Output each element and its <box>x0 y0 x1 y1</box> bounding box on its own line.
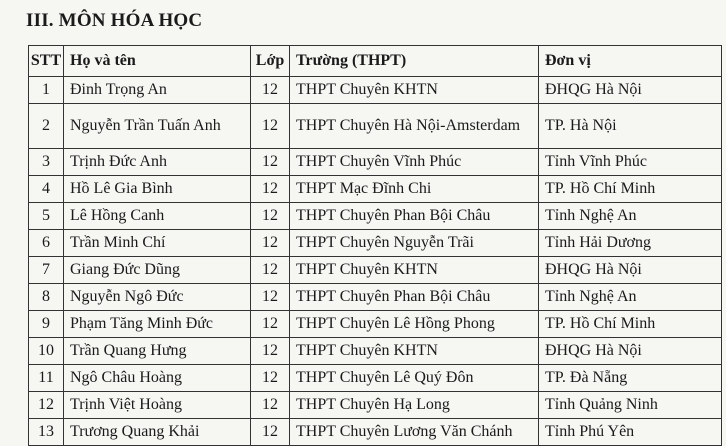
cell-unit: TP. Hà Nội <box>539 104 722 149</box>
cell-name: Lê Hồng Canh <box>64 203 251 230</box>
cell-stt: 6 <box>29 230 64 257</box>
cell-school: THPT Chuyên Phan Bội Châu <box>290 284 539 311</box>
header-class: Lớp <box>251 46 290 77</box>
cell-unit: ĐHQG Hà Nội <box>539 77 722 104</box>
table-row <box>29 149 722 176</box>
cell-unit: TP. Đà Nẵng <box>539 365 722 392</box>
header-unit: Đơn vị <box>539 46 722 77</box>
table-row <box>29 338 722 365</box>
cell-name: Trần Quang Hưng <box>64 338 251 365</box>
cell-school: THPT Chuyên KHTN <box>290 338 539 365</box>
header-name: Họ và tên <box>64 46 251 77</box>
cell-unit: TP. Hồ Chí Minh <box>539 176 722 203</box>
table-row <box>29 257 722 284</box>
cell-unit: Tỉnh Nghệ An <box>539 203 722 230</box>
cell-stt: 5 <box>29 203 64 230</box>
cell-name: Hồ Lê Gia Bình <box>64 176 251 203</box>
cell-stt: 12 <box>29 392 64 419</box>
cell-class: 12 <box>251 104 290 149</box>
table-row <box>29 419 722 446</box>
table-header-row <box>29 46 722 77</box>
cell-class: 12 <box>251 176 290 203</box>
cell-class: 12 <box>251 419 290 446</box>
cell-class: 12 <box>251 311 290 338</box>
table-row <box>29 392 722 419</box>
cell-class: 12 <box>251 149 290 176</box>
cell-school: THPT Chuyên Hạ Long <box>290 392 539 419</box>
cell-stt: 8 <box>29 284 64 311</box>
cell-unit: TP. Hồ Chí Minh <box>539 311 722 338</box>
cell-name: Phạm Tăng Minh Đức <box>64 311 251 338</box>
cell-school: THPT Chuyên Hà Nội-Amsterdam <box>290 104 539 149</box>
results-table <box>28 45 722 446</box>
cell-school: THPT Chuyên Lương Văn Chánh <box>290 419 539 446</box>
table-row <box>29 284 722 311</box>
cell-unit: ĐHQG Hà Nội <box>539 338 722 365</box>
cell-unit: ĐHQG Hà Nội <box>539 257 722 284</box>
cell-unit: Tỉnh Quảng Ninh <box>539 392 722 419</box>
cell-school: THPT Chuyên Lê Quý Đôn <box>290 365 539 392</box>
cell-school: THPT Chuyên Lê Hồng Phong <box>290 311 539 338</box>
cell-unit: Tỉnh Nghệ An <box>539 284 722 311</box>
section-heading: III. MÔN HÓA HỌC <box>26 10 203 31</box>
table-row <box>29 104 722 149</box>
cell-school: THPT Chuyên Phan Bội Châu <box>290 203 539 230</box>
header-stt: STT <box>29 46 64 77</box>
cell-stt: 11 <box>29 365 64 392</box>
table-row <box>29 311 722 338</box>
cell-name: Giang Đức Dũng <box>64 257 251 284</box>
table-row <box>29 365 722 392</box>
cell-school: THPT Mạc Đĩnh Chi <box>290 176 539 203</box>
cell-name: Trịnh Việt Hoàng <box>64 392 251 419</box>
cell-school: THPT Chuyên Nguyễn Trãi <box>290 230 539 257</box>
cell-stt: 2 <box>29 104 64 149</box>
cell-unit: Tỉnh Vĩnh Phúc <box>539 149 722 176</box>
cell-stt: 1 <box>29 77 64 104</box>
table-row <box>29 203 722 230</box>
cell-class: 12 <box>251 77 290 104</box>
cell-name: Trương Quang Khải <box>64 419 251 446</box>
cell-name: Đinh Trọng An <box>64 77 251 104</box>
cell-class: 12 <box>251 338 290 365</box>
cell-stt: 4 <box>29 176 64 203</box>
cell-class: 12 <box>251 365 290 392</box>
header-school: Trường (THPT) <box>290 46 539 77</box>
cell-stt: 3 <box>29 149 64 176</box>
cell-unit: Tỉnh Phú Yên <box>539 419 722 446</box>
cell-name: Trần Minh Chí <box>64 230 251 257</box>
cell-name: Nguyễn Ngô Đức <box>64 284 251 311</box>
cell-class: 12 <box>251 392 290 419</box>
table-row <box>29 176 722 203</box>
cell-name: Ngô Châu Hoàng <box>64 365 251 392</box>
cell-name: Trịnh Đức Anh <box>64 149 251 176</box>
table-row <box>29 77 722 104</box>
cell-stt: 9 <box>29 311 64 338</box>
table-row <box>29 230 722 257</box>
cell-class: 12 <box>251 284 290 311</box>
cell-name: Nguyễn Trần Tuấn Anh <box>64 104 251 149</box>
cell-school: THPT Chuyên KHTN <box>290 257 539 284</box>
cell-stt: 7 <box>29 257 64 284</box>
cell-unit: Tỉnh Hải Dương <box>539 230 722 257</box>
cell-class: 12 <box>251 257 290 284</box>
cell-class: 12 <box>251 230 290 257</box>
cell-class: 12 <box>251 203 290 230</box>
cell-stt: 13 <box>29 419 64 446</box>
cell-school: THPT Chuyên Vĩnh Phúc <box>290 149 539 176</box>
cell-stt: 10 <box>29 338 64 365</box>
cell-school: THPT Chuyên KHTN <box>290 77 539 104</box>
